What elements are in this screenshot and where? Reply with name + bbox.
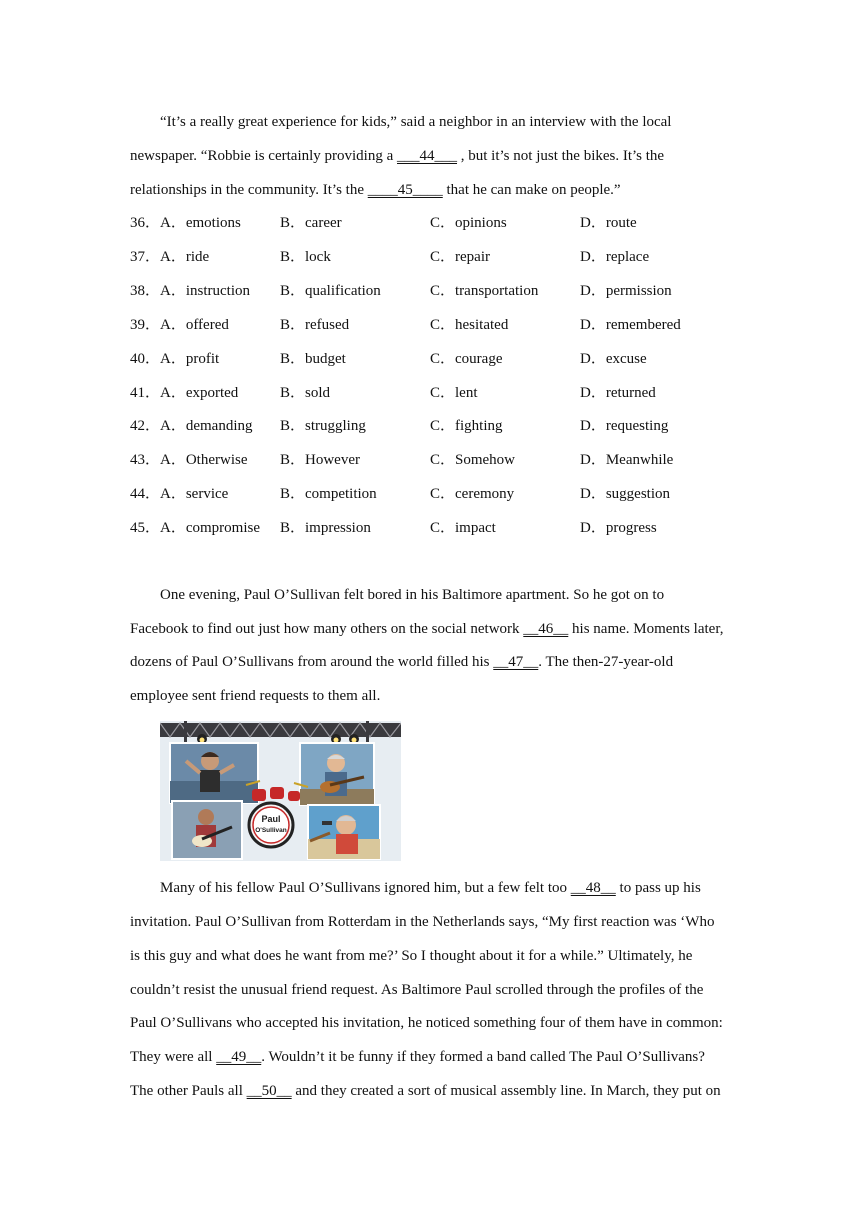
text: to pass up his (615, 880, 701, 896)
option-d: D．remembered (580, 317, 681, 333)
para2-line3 (130, 652, 673, 672)
para1-line3 (130, 180, 621, 200)
text: . The then-27-year-old (538, 654, 674, 670)
option-a: A．ride (160, 249, 210, 265)
option-b: B．struggling (280, 418, 366, 434)
option-b: B．budget (280, 351, 346, 367)
option-c: C．transportation (430, 283, 539, 299)
para3-line7 (130, 1081, 721, 1101)
question-36 (130, 213, 750, 233)
text: They were all (130, 1049, 217, 1065)
question-number: 37． (130, 249, 161, 265)
question-number: 40． (130, 351, 161, 367)
para2-line4: employee sent friend requests to them all. (130, 688, 381, 704)
photo-guitarist-2 (172, 801, 242, 859)
text: relationships in the community. It’s the (130, 182, 368, 198)
question-42 (130, 416, 750, 436)
logo-text-1: Paul (261, 814, 281, 824)
blank-45: ____45____ (367, 182, 443, 198)
text: newspaper. “Robbie is certainly providing a (130, 148, 398, 164)
text: , but it’s not just the bikes. It’s the (457, 148, 665, 164)
text: . Wouldn’t it be funny if they formed a band called The Paul O’Sullivans? (261, 1049, 705, 1065)
option-d: D．suggestion (580, 486, 671, 502)
question-39 (130, 315, 750, 335)
question-40 (130, 349, 750, 369)
text: Facebook to find out just how many others on the social network (130, 621, 524, 637)
question-45 (130, 518, 750, 538)
text: Many of his fellow Paul O’Sullivans ignored him, but a few felt too (160, 880, 571, 896)
question-44 (130, 484, 750, 504)
option-b: B．competition (280, 486, 377, 502)
option-b: B．lock (280, 249, 331, 265)
para3-line5: Paul O’Sullivans who accepted his invitation, he noticed something four of them have in common: (130, 1015, 723, 1031)
option-a: A．profit (160, 351, 220, 367)
question-number: 38． (130, 283, 161, 299)
text: dozens of Paul O’Sullivans from around the world filled his (130, 654, 494, 670)
option-c: C．lent (430, 385, 478, 401)
option-a: A．service (160, 486, 229, 502)
question-number: 44． (130, 486, 161, 502)
blank-46: __46__ (523, 621, 569, 637)
option-b: B．career (280, 215, 342, 231)
question-number: 41． (130, 385, 161, 401)
option-d: D．replace (580, 249, 650, 265)
question-number: 43． (130, 452, 161, 468)
para2-line1: One evening, Paul O’Sullivan felt bored in his Baltimore apartment. So he got on to (160, 587, 665, 603)
option-d: D．permission (580, 283, 672, 299)
para1-line1: “It’s a really great experience for kids,” said a neighbor in an interview with the local (160, 114, 672, 130)
question-number: 36． (130, 215, 161, 231)
option-d: D．progress (580, 520, 657, 536)
option-c: C．Somehow (430, 452, 516, 468)
question-37 (130, 247, 750, 267)
question-43 (130, 450, 750, 470)
option-b: B．qualification (280, 283, 381, 299)
question-38 (130, 281, 750, 301)
para3-line1 (160, 878, 701, 898)
option-a: A．demanding (160, 418, 253, 434)
option-a: A．instruction (160, 283, 250, 299)
option-a: A．compromise (160, 520, 260, 536)
option-b: B．However (280, 452, 360, 468)
question-number: 45． (130, 520, 161, 536)
band-logo-drum (249, 803, 293, 847)
option-a: A．emotions (160, 215, 241, 231)
para2-line2 (130, 619, 723, 639)
blank-44: ___44___ (397, 148, 458, 164)
option-c: C．repair (430, 249, 490, 265)
blank-49: __49__ (216, 1049, 262, 1065)
blank-47: __47__ (493, 654, 539, 670)
photo-drummer (170, 743, 258, 803)
question-number: 39． (130, 317, 161, 333)
text: his name. Moments later, (568, 621, 724, 637)
option-d: D．requesting (580, 418, 669, 434)
logo-text-2: O'Sullivan (255, 827, 287, 834)
text: that he can make on people.” (442, 182, 621, 198)
option-b: B．refused (280, 317, 350, 333)
band-collage-image (160, 721, 401, 861)
option-c: C．hesitated (430, 317, 509, 333)
question-41 (130, 383, 750, 403)
option-d: D．Meanwhile (580, 452, 674, 468)
option-c: C．opinions (430, 215, 507, 231)
blank-48: __48__ (570, 880, 616, 896)
option-d: D．returned (580, 385, 656, 401)
para3-line3: is this guy and what does he want from me?’ So I thought about it for a while.” Ultimately, he (130, 948, 693, 964)
text: and they created a sort of musical assembly line. In March, they put on (291, 1083, 721, 1099)
option-a: A．offered (160, 317, 229, 333)
photo-guitarist-1 (300, 743, 374, 805)
option-a: A．exported (160, 385, 239, 401)
option-c: C．fighting (430, 418, 503, 434)
para3-line2: invitation. Paul O’Sullivan from Rotterdam in the Netherlands says, “My first reaction was ‘Who (130, 914, 715, 930)
option-b: B．impression (280, 520, 371, 536)
blank-50: __50__ (246, 1083, 292, 1099)
option-c: C．courage (430, 351, 503, 367)
option-d: D．excuse (580, 351, 647, 367)
para3-line6 (130, 1047, 705, 1067)
para1-line2 (130, 146, 664, 166)
option-b: B．sold (280, 385, 331, 401)
option-a: A．Otherwise (160, 452, 248, 468)
para3-line4: couldn’t resist the unusual friend request. As Baltimore Paul scrolled through the profiles of the (130, 982, 704, 998)
option-d: D．route (580, 215, 637, 231)
question-number: 42． (130, 418, 161, 434)
option-c: C．ceremony (430, 486, 515, 502)
text: The other Pauls all (130, 1083, 247, 1099)
photo-singer (308, 805, 380, 859)
option-c: C．impact (430, 520, 496, 536)
